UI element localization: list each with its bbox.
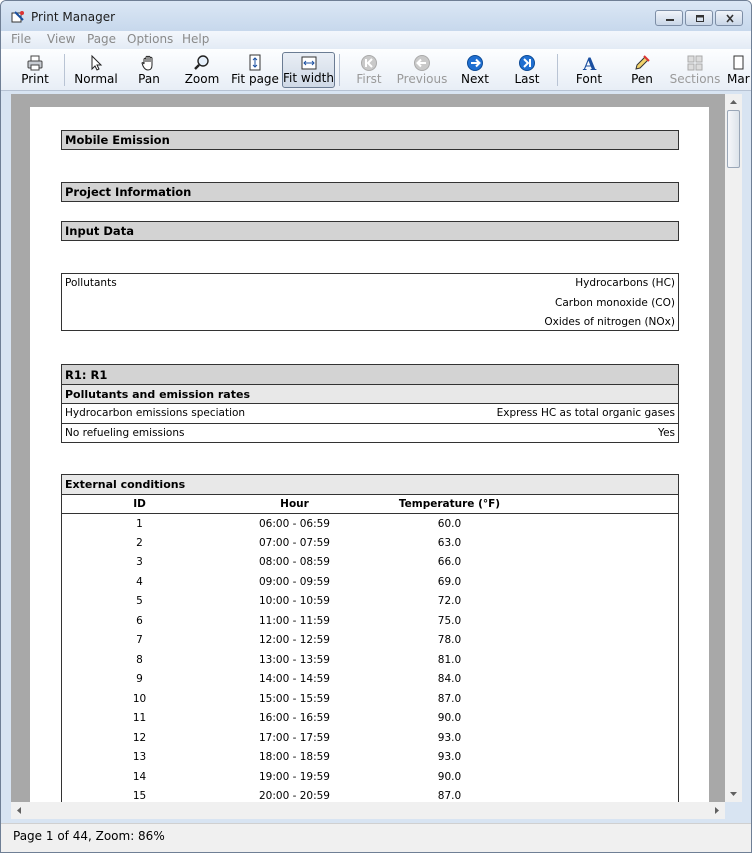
external-conditions-header: External conditions	[62, 475, 678, 495]
cell-empty	[527, 631, 678, 651]
table-row	[62, 631, 678, 651]
cell-hour: 18:00 - 18:59	[259, 751, 330, 764]
first-page-icon	[360, 54, 378, 72]
vertical-scroll-thumb[interactable]	[727, 110, 740, 168]
table-row	[62, 650, 678, 670]
r1-header: R1: R1	[62, 365, 678, 385]
cell-id: 15	[132, 790, 147, 802]
pollutant-hc: Hydrocarbons (HC)	[575, 277, 675, 289]
cell-empty	[527, 767, 678, 787]
cell-id: 8	[136, 653, 143, 666]
cell-id: 10	[132, 692, 147, 705]
close-button[interactable]	[715, 10, 743, 26]
cell-temp: 78.0	[437, 634, 462, 647]
toolbar-separator	[339, 54, 340, 86]
last-button[interactable]	[505, 52, 549, 88]
input-data-header: Input Data	[61, 221, 679, 241]
pollutants-box	[61, 273, 679, 331]
toolbar	[1, 49, 751, 91]
app-icon	[11, 10, 25, 24]
cell-id: 4	[136, 575, 143, 588]
cell-empty	[527, 611, 678, 631]
fit-page-icon	[246, 54, 264, 72]
cell-temp: 72.0	[437, 595, 462, 608]
first-label: First	[356, 72, 382, 86]
pen-button[interactable]	[620, 52, 664, 88]
next-label: Next	[461, 72, 489, 86]
pollutant-nox: Oxides of nitrogen (NOx)	[544, 316, 675, 328]
col-hour: Hour	[217, 495, 372, 514]
table-row	[62, 787, 678, 803]
cell-hour: 07:00 - 07:59	[259, 536, 330, 549]
print-label: Print	[21, 72, 49, 86]
report-page	[30, 107, 709, 802]
minimize-button[interactable]	[655, 10, 683, 26]
cell-hour: 10:00 - 10:59	[259, 595, 330, 608]
cell-temp: 87.0	[437, 790, 462, 802]
menu-bar	[1, 31, 751, 49]
cell-id: 5	[136, 595, 143, 608]
pollutants-label: Pollutants	[65, 277, 117, 289]
cell-temp: 63.0	[437, 536, 462, 549]
document-viewport[interactable]	[11, 94, 725, 802]
horizontal-scrollbar[interactable]	[11, 802, 725, 819]
cell-hour: 17:00 - 17:59	[259, 731, 330, 744]
first-button[interactable]	[347, 52, 391, 88]
menu-help[interactable]: Help	[182, 32, 210, 46]
pan-button[interactable]	[127, 52, 171, 88]
cell-temp: 69.0	[437, 575, 462, 588]
status-bar	[1, 823, 751, 852]
cell-id: 12	[132, 731, 147, 744]
cell-hour: 16:00 - 16:59	[259, 712, 330, 725]
printer-icon	[26, 54, 44, 72]
cell-temp: 75.0	[437, 614, 462, 627]
table-row	[62, 592, 678, 612]
project-information-header: Project Information	[61, 182, 679, 202]
menu-options[interactable]: Options	[127, 32, 174, 46]
zoom-button[interactable]	[179, 52, 225, 88]
toolbar-separator	[64, 54, 65, 86]
cell-temp: 81.0	[437, 653, 462, 666]
cell-empty	[527, 533, 678, 553]
pollutant-co: Carbon monoxide (CO)	[555, 296, 675, 309]
cell-empty	[527, 592, 678, 612]
cell-temp: 93.0	[437, 731, 462, 744]
more-button[interactable]	[725, 52, 751, 88]
menu-view[interactable]: View	[47, 32, 76, 46]
next-page-icon	[466, 54, 484, 72]
cell-empty	[527, 650, 678, 670]
cell-empty	[527, 689, 678, 709]
cell-hour: 13:00 - 13:59	[259, 653, 330, 666]
minimize-icon	[664, 14, 676, 23]
table-row	[62, 533, 678, 553]
cell-id: 3	[136, 556, 143, 569]
sections-button[interactable]	[669, 52, 721, 88]
fit-page-label: Fit page	[231, 72, 279, 86]
pen-label: Pen	[631, 72, 653, 86]
last-label: Last	[514, 72, 540, 86]
cell-empty	[527, 553, 678, 573]
fit-width-label: Fit width	[283, 71, 334, 85]
cell-temp: 87.0	[437, 692, 462, 705]
cell-hour: 09:00 - 09:59	[259, 575, 330, 588]
cell-temp: 60.0	[437, 517, 462, 530]
normal-button[interactable]	[71, 52, 121, 88]
pollutants-rates-header: Pollutants and emission rates	[62, 385, 678, 405]
table-row	[62, 728, 678, 748]
cell-temp: 66.0	[437, 556, 462, 569]
svg-text:A: A	[583, 55, 597, 72]
menu-page[interactable]: Page	[87, 32, 117, 46]
cell-hour: 11:00 - 11:59	[259, 614, 330, 627]
cell-id: 9	[136, 673, 143, 686]
cell-empty	[527, 728, 678, 748]
scroll-up-arrow-icon[interactable]	[725, 94, 742, 110]
no-refuel-label: No refueling emissions	[65, 426, 185, 439]
close-icon	[724, 14, 736, 23]
menu-file[interactable]: File	[11, 32, 32, 46]
title-bar	[1, 1, 751, 31]
cell-hour: 20:00 - 20:59	[259, 790, 330, 802]
r1-box	[61, 364, 679, 443]
table-row	[62, 611, 678, 631]
cursor-arrow-icon	[87, 54, 105, 72]
cell-id: 11	[132, 712, 147, 725]
cell-hour: 06:00 - 06:59	[259, 517, 330, 530]
normal-label: Normal	[74, 72, 118, 86]
table-row	[62, 553, 678, 573]
status-text: Page 1 of 44, Zoom: 86%	[13, 829, 165, 843]
no-refuel-value: Yes	[658, 426, 675, 439]
cell-hour: 08:00 - 08:59	[259, 556, 330, 569]
fit-width-button[interactable]	[282, 52, 335, 88]
cell-id: 14	[132, 770, 147, 783]
sections-label: Sections	[669, 72, 721, 86]
cell-id: 2	[136, 536, 143, 549]
scroll-down-arrow-icon[interactable]	[725, 786, 742, 802]
toolbar-separator	[557, 54, 558, 86]
next-button[interactable]	[453, 52, 497, 88]
vertical-scrollbar[interactable]	[725, 94, 742, 802]
pan-label: Pan	[138, 72, 160, 86]
table-row	[62, 709, 678, 729]
external-conditions-table	[61, 474, 679, 802]
fit-page-button[interactable]	[229, 52, 281, 88]
col-temperature: Temperature (°F)	[372, 495, 527, 514]
cell-id: 1	[136, 517, 143, 530]
table-row	[62, 689, 678, 709]
sections-icon	[686, 54, 704, 72]
col-spacer	[527, 495, 678, 514]
table-row	[62, 514, 678, 534]
table-row	[62, 670, 678, 690]
scroll-left-arrow-icon[interactable]	[11, 802, 27, 819]
more-label: Mar	[727, 72, 750, 86]
maximize-button[interactable]	[685, 10, 713, 26]
last-page-icon	[518, 54, 536, 72]
scroll-right-arrow-icon[interactable]	[709, 802, 725, 819]
magnifier-icon	[193, 54, 211, 72]
pen-icon	[633, 54, 651, 72]
table-row	[62, 767, 678, 787]
hc-speciation-label: Hydrocarbon emissions speciation	[65, 407, 246, 419]
cell-temp: 84.0	[437, 673, 462, 686]
cell-empty	[527, 514, 678, 534]
table-row	[62, 572, 678, 592]
cell-id: 6	[136, 614, 143, 627]
col-id: ID	[62, 495, 217, 514]
cell-hour: 14:00 - 14:59	[259, 673, 330, 686]
window-title: Print Manager	[31, 10, 116, 24]
previous-page-icon	[413, 54, 431, 72]
cell-id: 13	[132, 751, 147, 764]
zoom-label: Zoom	[184, 72, 220, 86]
cell-hour: 12:00 - 12:59	[259, 634, 330, 647]
hand-icon	[140, 54, 158, 72]
maximize-icon	[694, 14, 706, 23]
cell-empty	[527, 572, 678, 592]
previous-label: Previous	[396, 72, 448, 86]
cell-hour: 19:00 - 19:59	[259, 770, 330, 783]
font-label: Font	[575, 72, 603, 86]
mobile-emission-header: Mobile Emission	[61, 130, 679, 150]
cell-temp: 90.0	[437, 770, 462, 783]
print-button[interactable]	[13, 52, 57, 88]
table-row	[62, 748, 678, 768]
cell-empty	[527, 787, 678, 803]
hc-speciation-value: Express HC as total organic gases	[496, 407, 675, 419]
external-conditions-body	[62, 514, 678, 803]
document-icon	[728, 54, 746, 72]
cell-empty	[527, 709, 678, 729]
cell-temp: 90.0	[437, 712, 462, 725]
font-button[interactable]	[567, 52, 611, 88]
cell-temp: 93.0	[437, 751, 462, 764]
previous-button[interactable]	[395, 52, 449, 88]
cell-hour: 15:00 - 15:59	[259, 692, 330, 705]
cell-id: 7	[136, 634, 143, 647]
cell-empty	[527, 748, 678, 768]
cell-empty	[527, 670, 678, 690]
font-icon	[580, 54, 598, 72]
